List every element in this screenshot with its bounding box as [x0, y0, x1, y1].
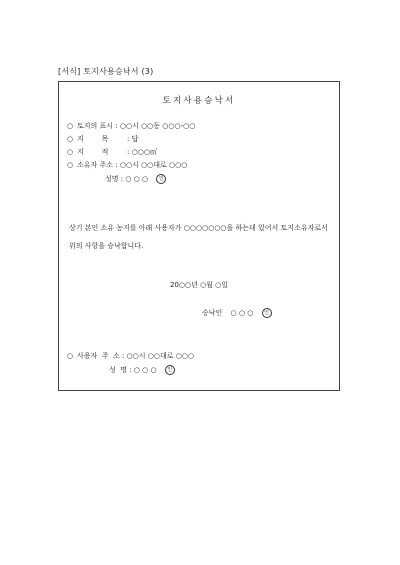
bullet-icon: ○: [67, 352, 74, 360]
owner-name-label: 성명: [105, 175, 119, 183]
land-display-value: : ○○시 ○○동 ○○○-○○: [115, 122, 196, 130]
land-category-row: [67, 135, 138, 144]
user-address-value: : ○○시 ○○대로 ○○○: [121, 352, 195, 360]
user-address-label: 사용자 주 소: [77, 352, 120, 360]
bullet-icon: ○: [67, 161, 74, 169]
seal-icon: 인: [156, 174, 166, 184]
seal-icon: 인: [165, 365, 175, 375]
owner-name-row: [105, 174, 166, 184]
user-name-label: 성 명: [109, 366, 127, 374]
bullet-icon: ○: [67, 122, 74, 130]
document-date: 20○○년 ○월 ○일: [169, 281, 229, 289]
consenter-name: ○ ○ ○: [230, 309, 254, 317]
land-area-value: : ○○○㎡: [127, 148, 157, 156]
land-area-label: 지 적: [77, 148, 109, 156]
land-category-label: 지 목: [77, 135, 109, 143]
land-display-label: 토지의 표시: [77, 122, 114, 130]
seal-icon: 인: [262, 308, 272, 318]
owner-address-label: 소유자 주소: [77, 161, 114, 169]
land-area-row: [67, 148, 157, 157]
land-display-row: [67, 122, 195, 131]
consenter-label: 승낙인: [202, 309, 223, 317]
owner-address-value: : ○○시 ○○대로 ○○○: [115, 161, 188, 169]
owner-address-row: [67, 161, 187, 170]
user-address-row: [67, 352, 194, 361]
consent-document: [58, 81, 340, 391]
user-name-row: [109, 365, 175, 375]
user-name-value: : ○ ○ ○: [129, 366, 157, 374]
document-title: 토지사용승낙서: [162, 96, 236, 106]
consent-statement: 상기 본인 소유 농지를 아래 사용자가 ○○○○○○○을 하는데 있어서 토지소유자로서 위의 사항을 승낙합니다.: [69, 224, 328, 250]
form-label: [서식] 토지사용승낙서 (3): [58, 67, 154, 76]
bullet-icon: ○: [67, 148, 74, 156]
land-category-value: : 답: [127, 135, 139, 143]
bullet-icon: ○: [67, 135, 74, 143]
owner-name-value: : ○ ○ ○: [120, 175, 149, 183]
consenter-row: [202, 308, 272, 318]
